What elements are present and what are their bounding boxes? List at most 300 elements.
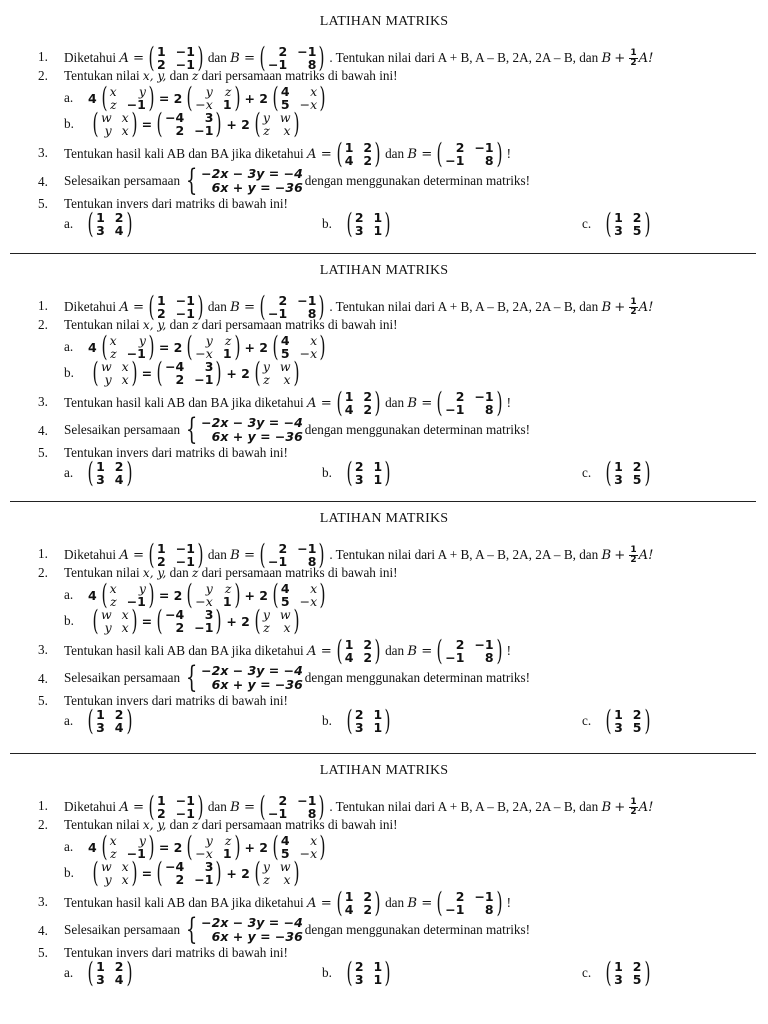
question-text: Tentukan hasil kali AB dan BA jika diketahui <box>64 395 304 410</box>
matrix-label: A = <box>119 299 145 315</box>
matrix-cell: −1 <box>474 389 494 404</box>
matrix: ( x y z −1 ) <box>101 81 155 114</box>
matrix-cell: 2 <box>632 210 642 225</box>
matrix-A: ( 1 −1 2 −1 ) <box>148 41 204 74</box>
choice-label: a. <box>64 965 74 980</box>
matrix-cell: 2 <box>363 402 373 417</box>
matrix-cell: x <box>310 333 318 348</box>
math-operator: + <box>614 299 626 315</box>
matrix-cell: 4 <box>280 333 290 348</box>
matrix-cell: z <box>110 97 117 112</box>
choice-label: a. <box>64 713 74 728</box>
matrix-cell: 1 <box>222 846 232 861</box>
matrix-cell: 1 <box>344 389 354 404</box>
matrix-cell: 2 <box>632 959 642 974</box>
matrix: ( 1 2 3 4 ) <box>87 207 132 240</box>
matrix-cell: 4 <box>344 650 354 665</box>
matrix-cell: 3 <box>96 223 105 238</box>
matrix-cell: −x <box>195 594 213 609</box>
question-text: Tentukan nilai <box>64 565 140 580</box>
matrix-cell: −1 <box>474 637 494 652</box>
matrix-cell: 1 <box>614 959 623 974</box>
question-text: Tentukan nilai <box>64 817 140 832</box>
matrix-cell: 5 <box>632 472 642 487</box>
matrix: ( 1 2 3 4 ) <box>87 956 132 989</box>
variable: z <box>191 69 199 83</box>
matrix-B: ( 2 −1 −1 8 ) <box>259 790 325 823</box>
question-text: Selesaikan persamaan <box>64 173 181 188</box>
matrix-cell: 3 <box>204 359 214 374</box>
equation-system <box>182 912 303 947</box>
question-2-content <box>64 565 398 581</box>
matrix: ( −4 3 2 −1 ) <box>156 604 222 637</box>
matrix-cell: 2 <box>278 293 288 308</box>
question-text: Tentukan hasil kali AB dan BA jika diketahui <box>64 146 304 161</box>
fraction <box>629 298 637 317</box>
matrix: ( y z −x 1 ) <box>186 830 240 863</box>
matrix-cell: x <box>310 833 318 848</box>
matrix-A: ( 1 −1 2 −1 ) <box>148 290 204 323</box>
variable-list: x, y, <box>142 69 167 83</box>
matrix-cell: 5 <box>280 846 290 861</box>
question-number: 4. <box>38 923 48 938</box>
matrix-cell: 2 <box>175 372 185 387</box>
matrix-cell: 2 <box>363 650 373 665</box>
question-number: 5. <box>38 196 48 211</box>
matrix-cell: 1 <box>373 972 383 987</box>
choice-b <box>322 704 395 737</box>
matrix-cell: 2 <box>363 889 373 904</box>
matrix-cell: 2 <box>363 389 373 404</box>
question-text: Tentukan invers dari matriks di bawah ini! <box>64 196 288 211</box>
matrix-cell: y <box>104 372 112 387</box>
fraction-denominator: 2 <box>630 306 637 317</box>
matrix-cell: y <box>104 872 112 887</box>
question-text: Tentukan nilai <box>64 68 140 83</box>
matrix: ( 2 1 3 1 ) <box>346 704 391 737</box>
choice-label: b. <box>322 965 332 980</box>
sub-label: a. <box>64 587 74 602</box>
equation-operator: + 2 <box>244 839 268 855</box>
matrix: ( 4 x 5 −x ) <box>272 81 326 114</box>
matrix-cell: 1 <box>614 707 623 722</box>
question-2b <box>64 356 304 389</box>
matrix-cell: 3 <box>354 720 364 735</box>
matrix-cell: −4 <box>165 359 185 374</box>
matrix-cell: 2 <box>632 459 642 474</box>
matrix-cell: w <box>100 359 112 374</box>
section-title: LATIHAN MATRIKS <box>319 511 449 526</box>
matrix-cell: y <box>262 110 270 125</box>
matrix: ( y z −x 1 ) <box>186 81 240 114</box>
matrix-cell: 2 <box>354 707 364 722</box>
matrix-cell: 2 <box>632 707 642 722</box>
matrix-cell: 4 <box>344 153 354 168</box>
math-symbol: B <box>601 799 612 815</box>
question-2-content <box>64 317 398 333</box>
matrix-cell: 2 <box>278 541 288 556</box>
matrix-cell: 8 <box>484 153 494 168</box>
matrix-cell: z <box>263 620 270 635</box>
matrix-cell: 1 <box>96 959 105 974</box>
connector-text: dan <box>207 299 227 314</box>
question-number: 5. <box>38 693 48 708</box>
matrix-cell: 3 <box>614 223 623 238</box>
question-text: Tentukan invers dari matriks di bawah ini! <box>64 945 288 960</box>
matrix: ( 1 2 3 4 ) <box>87 704 132 737</box>
question-3-content <box>64 137 511 170</box>
matrix-cell: −1 <box>268 554 288 569</box>
matrix-cell: 4 <box>280 84 290 99</box>
question-text: . Tentukan nilai dari A + B, A – B, 2A, 2A – B, dan <box>329 50 599 65</box>
matrix-cell: 2 <box>354 210 364 225</box>
math-symbol: B <box>601 547 612 563</box>
matrix-cell: 4 <box>114 223 124 238</box>
matrix: ( 1 2 3 5 ) <box>605 207 650 240</box>
question-number: 4. <box>38 423 48 438</box>
matrix-cell: 2 <box>455 889 465 904</box>
equation: 6x + y = −36 <box>211 929 303 944</box>
choice-b <box>322 956 395 989</box>
question-2b <box>64 604 304 637</box>
matrix-cell: z <box>224 833 232 848</box>
matrix: ( y w z x ) <box>254 356 300 389</box>
matrix-cell: −1 <box>126 846 146 861</box>
equation-operator: = <box>141 365 153 381</box>
choice-label: b. <box>322 465 332 480</box>
connector-text: dan <box>207 50 227 65</box>
question-text: dengan menggunakan determinan matriks! <box>304 173 530 188</box>
question-text: dengan menggunakan determinan matriks! <box>304 670 530 685</box>
matrix-cell: 1 <box>373 223 383 238</box>
choice-label: c. <box>582 965 592 980</box>
matrix-cell: x <box>109 581 117 596</box>
variable-list: x, y, <box>142 566 167 580</box>
question-2b <box>64 856 304 889</box>
matrix-cell: 1 <box>373 459 383 474</box>
matrix-cell: 2 <box>114 959 124 974</box>
math-symbol: A! <box>638 299 654 315</box>
question-text: Diketahui <box>64 547 117 562</box>
question-2-content <box>64 817 398 833</box>
matrix-cell: −1 <box>126 594 146 609</box>
question-text: . Tentukan nilai dari A + B, A – B, 2A, 2A – B, dan <box>329 547 599 562</box>
punctuation: ! <box>506 895 511 910</box>
matrix-cell: w <box>100 110 112 125</box>
matrix-cell: 8 <box>484 402 494 417</box>
matrix-cell: 2 <box>455 637 465 652</box>
equation-operator: + 2 <box>226 613 250 629</box>
matrix-cell: −1 <box>175 793 195 808</box>
matrix-cell: 4 <box>280 581 290 596</box>
choice-label: c. <box>582 713 592 728</box>
fraction <box>629 798 637 817</box>
matrix-cell: w <box>100 607 112 622</box>
matrix-cell: −1 <box>175 57 195 72</box>
matrix-cell: 1 <box>96 210 105 225</box>
matrix-cell: 4 <box>114 972 124 987</box>
matrix-cell: −1 <box>297 44 317 59</box>
matrix: ( x y z −1 ) <box>101 330 155 363</box>
matrix-cell: 3 <box>96 972 105 987</box>
choice-c <box>582 956 654 989</box>
matrix-cell: 1 <box>373 720 383 735</box>
matrix-cell: 1 <box>96 459 105 474</box>
matrix: ( 1 2 3 5 ) <box>605 456 650 489</box>
equation-operator: + 2 <box>226 865 250 881</box>
matrix-label: A = <box>307 895 332 911</box>
matrix-cell: y <box>262 359 270 374</box>
matrix-label: B = <box>230 547 256 563</box>
matrix-cell: x <box>121 620 129 635</box>
equation: 6x + y = −36 <box>211 180 303 195</box>
matrix-label: B = <box>407 643 433 659</box>
question-2a <box>64 81 330 114</box>
math-symbol: B <box>601 299 612 315</box>
choice-label: b. <box>322 216 332 231</box>
matrix-cell: 2 <box>175 872 185 887</box>
brace-icon: { <box>185 912 198 947</box>
choice-a <box>64 956 136 989</box>
exercise-section <box>0 749 768 997</box>
matrix-cell: x <box>109 333 117 348</box>
matrix-cell: 4 <box>114 720 124 735</box>
matrix-cell: 1 <box>614 459 623 474</box>
question-text: Tentukan hasil kali AB dan BA jika diketahui <box>64 643 304 658</box>
matrix-cell: 1 <box>373 472 383 487</box>
matrix-cell: 5 <box>280 346 290 361</box>
equation-operator: + 2 <box>226 116 250 132</box>
fraction-denominator: 2 <box>630 806 637 817</box>
matrix-cell: 8 <box>307 57 317 72</box>
matrix: ( w x y x ) <box>92 107 138 140</box>
matrix-cell: −1 <box>297 293 317 308</box>
question-2a <box>64 830 330 863</box>
equation-operator: + 2 <box>244 339 268 355</box>
matrix-cell: 1 <box>222 594 232 609</box>
matrix-cell: z <box>224 84 232 99</box>
matrix-label: B = <box>230 299 256 315</box>
fraction-numerator: 1 <box>630 296 637 307</box>
matrix-cell: 1 <box>96 707 105 722</box>
matrix-cell: −1 <box>194 872 214 887</box>
question-text: Tentukan nilai <box>64 317 140 332</box>
equation-system <box>182 412 303 447</box>
matrix: ( w x y x ) <box>92 356 138 389</box>
matrix-cell: 2 <box>354 959 364 974</box>
choice-label: a. <box>64 216 74 231</box>
matrix-cell: y <box>205 833 213 848</box>
question-number: 2. <box>38 68 48 83</box>
matrix-cell: 2 <box>278 793 288 808</box>
question-text: . Tentukan nilai dari A + B, A – B, 2A, 2A – B, dan <box>329 799 599 814</box>
matrix-cell: 2 <box>363 902 373 917</box>
matrix-cell: 8 <box>307 806 317 821</box>
equation: 6x + y = −36 <box>211 429 303 444</box>
matrix-cell: 1 <box>344 140 354 155</box>
matrix-cell: 1 <box>157 44 166 59</box>
matrix-cell: −1 <box>194 123 214 138</box>
choice-a <box>64 704 136 737</box>
matrix-cell: 1 <box>157 793 166 808</box>
fraction-numerator: 1 <box>630 796 637 807</box>
matrix-cell: z <box>224 581 232 596</box>
question-text: Tentukan invers dari matriks di bawah ini! <box>64 445 288 460</box>
matrix: ( y w z x ) <box>254 604 300 637</box>
matrix-cell: −1 <box>445 402 465 417</box>
math-operator: + <box>614 50 626 66</box>
question-4-content <box>64 660 530 695</box>
matrix-cell: 1 <box>373 707 383 722</box>
matrix-cell: 3 <box>614 720 623 735</box>
matrix-label: B = <box>407 395 433 411</box>
sub-label: a. <box>64 90 74 105</box>
matrix-cell: 8 <box>307 306 317 321</box>
matrix-cell: 2 <box>363 153 373 168</box>
question-number: 5. <box>38 945 48 960</box>
matrix-cell: 5 <box>632 223 642 238</box>
matrix-cell: −x <box>299 97 318 112</box>
matrix-cell: −1 <box>268 57 288 72</box>
choice-label: a. <box>64 465 74 480</box>
equation-operator: = <box>141 613 153 629</box>
matrix-cell: −1 <box>297 793 317 808</box>
question-number: 3. <box>38 394 48 409</box>
matrix: ( y z −x 1 ) <box>186 330 240 363</box>
connector-text: dan <box>385 146 405 161</box>
matrix-label: A = <box>119 799 145 815</box>
matrix-cell: −1 <box>126 97 146 112</box>
matrix-cell: y <box>205 581 213 596</box>
math-symbol: A! <box>638 50 654 66</box>
equation-operator: = 2 <box>158 839 183 855</box>
sub-label: b. <box>64 865 74 880</box>
matrix: ( 1 2 3 5 ) <box>605 956 650 989</box>
matrix-cell: x <box>121 872 129 887</box>
question-number: 1. <box>38 798 48 813</box>
connector-text: dan <box>169 817 189 832</box>
matrix-cell: 1 <box>373 959 383 974</box>
question-text: Tentukan invers dari matriks di bawah ini! <box>64 693 288 708</box>
connector-text: dan <box>385 395 405 410</box>
matrix-cell: 3 <box>96 472 105 487</box>
matrix-label: A = <box>119 547 145 563</box>
question-number: 3. <box>38 894 48 909</box>
matrix-cell: −4 <box>165 110 185 125</box>
matrix-cell: z <box>110 346 117 361</box>
matrix-label: A = <box>307 395 332 411</box>
fraction-numerator: 1 <box>630 47 637 58</box>
matrix-cell: 2 <box>114 459 124 474</box>
fraction-denominator: 2 <box>630 554 637 565</box>
matrix-cell: −1 <box>175 293 195 308</box>
matrix-cell: −1 <box>268 306 288 321</box>
matrix-B: ( 2 −1 −1 8 ) <box>436 634 503 667</box>
matrix-cell: −1 <box>175 44 195 59</box>
coefficient: 4 <box>88 587 97 603</box>
variable-list: x, y, <box>142 818 167 832</box>
matrix: ( y z −x 1 ) <box>186 578 240 611</box>
question-number: 1. <box>38 49 48 64</box>
question-text: Selesaikan persamaan <box>64 422 181 437</box>
matrix-A: ( 1 −1 2 −1 ) <box>148 790 204 823</box>
question-4-content <box>64 163 530 198</box>
matrix-cell: w <box>279 359 291 374</box>
equation-system <box>182 163 303 198</box>
matrix-cell: 2 <box>363 140 373 155</box>
matrix-cell: −x <box>195 346 213 361</box>
matrix-cell: x <box>310 84 318 99</box>
question-4-content <box>64 412 530 447</box>
exercise-section <box>0 497 768 745</box>
question-2a <box>64 330 330 363</box>
question-3-content <box>64 386 511 419</box>
matrix-cell: 1 <box>344 889 354 904</box>
connector-text: dan <box>169 565 189 580</box>
question-text: . Tentukan nilai dari A + B, A – B, 2A, 2A – B, dan <box>329 299 599 314</box>
matrix-cell: −1 <box>268 806 288 821</box>
matrix-cell: 1 <box>373 210 383 225</box>
matrix-cell: z <box>263 872 270 887</box>
matrix-cell: 2 <box>157 554 166 569</box>
equation: 6x + y = −36 <box>211 677 303 692</box>
matrix-cell: −1 <box>126 346 146 361</box>
fraction-numerator: 1 <box>630 544 637 555</box>
matrix-cell: x <box>121 607 129 622</box>
matrix-cell: 2 <box>455 140 465 155</box>
question-number: 3. <box>38 145 48 160</box>
matrix-cell: 4 <box>280 833 290 848</box>
brace-icon: { <box>185 412 198 447</box>
question-text: dari persamaan matriks di bawah ini! <box>201 68 398 83</box>
matrix-cell: y <box>138 333 146 348</box>
choice-b <box>322 456 395 489</box>
matrix-cell: x <box>121 123 129 138</box>
matrix-cell: y <box>205 333 213 348</box>
connector-text: dan <box>207 799 227 814</box>
matrix-cell: 2 <box>157 57 166 72</box>
question-text: Selesaikan persamaan <box>64 922 181 937</box>
matrix: ( 4 x 5 −x ) <box>272 830 326 863</box>
sub-label: b. <box>64 116 74 131</box>
equation-operator: = <box>141 865 153 881</box>
matrix-cell: x <box>283 620 291 635</box>
question-text: Tentukan hasil kali AB dan BA jika diketahui <box>64 895 304 910</box>
question-text: dari persamaan matriks di bawah ini! <box>201 317 398 332</box>
matrix-cell: 2 <box>175 620 185 635</box>
question-2a <box>64 578 330 611</box>
matrix-cell: −1 <box>175 541 195 556</box>
variable-list: x, y, <box>142 318 167 332</box>
matrix-cell: 8 <box>484 650 494 665</box>
matrix-cell: z <box>263 123 270 138</box>
matrix-cell: 2 <box>278 44 288 59</box>
matrix-B: ( 2 −1 −1 8 ) <box>436 386 503 419</box>
matrix-cell: −1 <box>297 541 317 556</box>
matrix-cell: −x <box>299 594 318 609</box>
question-number: 3. <box>38 642 48 657</box>
matrix-cell: 1 <box>222 97 232 112</box>
choice-c <box>582 704 654 737</box>
matrix-cell: w <box>279 110 291 125</box>
matrix-cell: 3 <box>204 110 214 125</box>
matrix-cell: z <box>110 594 117 609</box>
question-number: 2. <box>38 317 48 332</box>
matrix: ( −4 3 2 −1 ) <box>156 856 222 889</box>
matrix: ( 2 1 3 1 ) <box>346 956 391 989</box>
matrix-cell: x <box>121 110 129 125</box>
matrix-cell: 4 <box>344 902 354 917</box>
